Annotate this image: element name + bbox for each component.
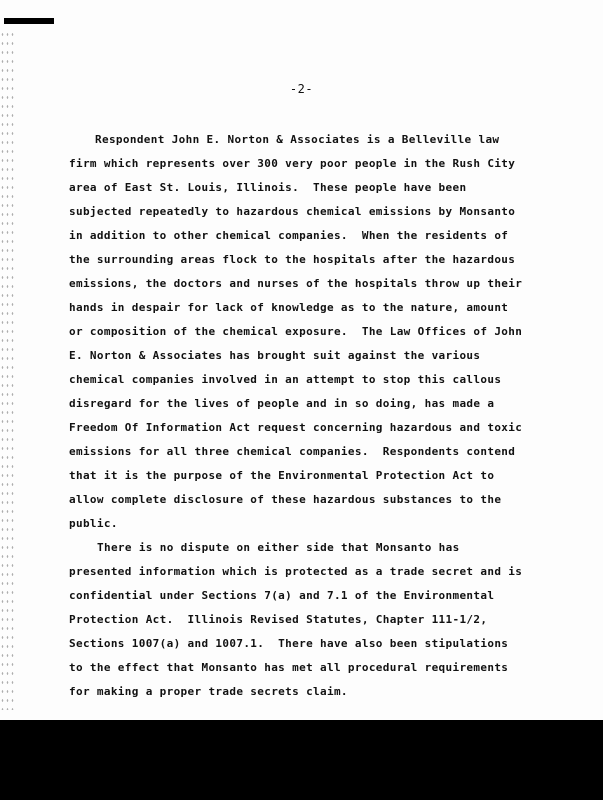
text-line: Freedom Of Information Act request concerning hazardous and toxic: [69, 421, 523, 434]
text-line: Sections 1007(a) and 1007.1. There have also been stipulations: [69, 637, 509, 650]
text-line: allow complete disclosure of these hazardous substances to the: [69, 493, 502, 506]
text-line: E. Norton & Associates has brought suit against the various: [69, 349, 481, 362]
text-line: emissions for all three chemical companies. Respondents contend: [69, 445, 516, 458]
text-line: that it is the purpose of the Environmental Protection Act to: [69, 469, 495, 482]
text-line: public.: [69, 517, 118, 530]
text-line: subjected repeatedly to hazardous chemical emissions by Monsanto: [69, 205, 516, 218]
text-line: firm which represents over 300 very poor people in the Rush City: [69, 157, 516, 170]
text-line: chemical companies involved in an attempt to stop this callous: [69, 373, 502, 386]
scan-bottom-border: [0, 720, 603, 800]
document-body: [69, 128, 549, 704]
text-line: There is no dispute on either side that Monsanto has: [97, 541, 460, 554]
text-line: disregard for the lives of people and in so doing, has made a: [69, 397, 495, 410]
page-number: -2-: [289, 82, 314, 96]
text-line: Protection Act. Illinois Revised Statutes, Chapter 111-1/2,: [69, 613, 488, 626]
text-line: confidential under Sections 7(a) and 7.1 of the Environmental: [69, 589, 495, 602]
text-line: or composition of the chemical exposure. The Law Offices of John: [69, 325, 523, 338]
scan-edge-noise: [0, 30, 14, 710]
text-line: to the effect that Monsanto has met all procedural requirements: [69, 661, 509, 674]
text-line: Respondent John E. Norton & Associates is a Belleville law: [95, 133, 500, 146]
text-line: the surrounding areas flock to the hospitals after the hazardous: [69, 253, 516, 266]
text-line: hands in despair for lack of knowledge as to the nature, amount: [69, 301, 509, 314]
text-line: presented information which is protected as a trade secret and is: [69, 565, 523, 578]
text-line: emissions, the doctors and nurses of the hospitals throw up their: [69, 277, 523, 290]
scan-mark: [4, 18, 54, 24]
text-line: for making a proper trade secrets claim.: [69, 685, 348, 698]
text-line: area of East St. Louis, Illinois. These people have been: [69, 181, 467, 194]
text-line: in addition to other chemical companies. When the residents of: [69, 229, 509, 242]
